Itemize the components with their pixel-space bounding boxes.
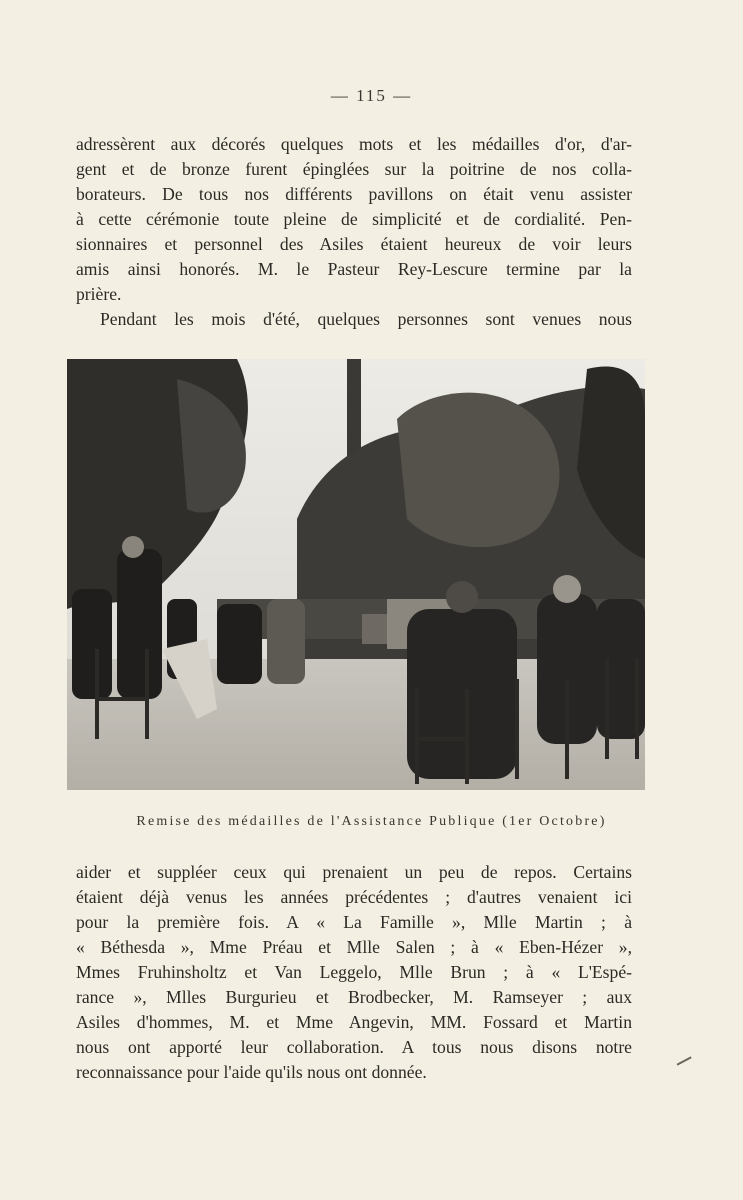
- paragraph-2: [76, 307, 632, 332]
- text-line: rance », Mlles Burgurieu et Brodbecker, M. Ramseyer ; aux: [76, 987, 632, 1007]
- text-line: aider et suppléer ceux qui prenaient un peu de repos. Certains: [76, 862, 632, 882]
- text-line: à cette cérémonie toute pleine de simplicité et de cordialité. Pen-: [76, 209, 632, 229]
- text-line: « Béthesda », Mme Préau et Mlle Salen ; à « Eben-Hézer »,: [76, 937, 632, 957]
- text-line: reconnaissance pour l'aide qu'ils nous ont donnée.: [76, 1062, 427, 1082]
- text-line: amis ainsi honorés. M. le Pasteur Rey-Lescure termine par la: [76, 259, 632, 279]
- photo-caption: Remise des médailles de l'Assistance Publique (1er Octobre): [136, 814, 607, 829]
- text-line: Asiles d'hommes, M. et Mme Angevin, MM. Fossard et Martin: [76, 1012, 632, 1032]
- text-line: Mmes Fruhinsholtz et Van Leggelo, Mlle Brun ; à « L'Espé-: [76, 962, 632, 982]
- margin-pencil-mark: [677, 1056, 692, 1065]
- text-line: gent et de bronze furent épinglées sur la poitrine de nos colla-: [76, 159, 632, 179]
- paragraph-1: [76, 132, 632, 307]
- paragraph-3: [76, 860, 632, 1085]
- text-line: étaient déjà venus les années précédentes ; d'autres venaient ici: [76, 887, 632, 907]
- text-line: adressèrent aux décorés quelques mots et les médailles d'or, d'ar-: [76, 134, 632, 154]
- ceremony-photograph: [67, 359, 645, 790]
- text-line: Pendant les mois d'été, quelques personnes sont venues nous: [100, 309, 632, 329]
- text-line: prière.: [76, 284, 122, 304]
- text-line: nous ont apporté leur collaboration. A tous nous disons notre: [76, 1037, 632, 1057]
- text-line: sionnaires et personnel des Asiles étaient heureux de voir leurs: [76, 234, 632, 254]
- text-line: pour la première fois. A « La Famille », Mlle Martin ; à: [76, 912, 632, 932]
- text-line: borateurs. De tous nos différents pavillons on était venu assister: [76, 184, 632, 204]
- page-number: — 115 —: [330, 86, 413, 105]
